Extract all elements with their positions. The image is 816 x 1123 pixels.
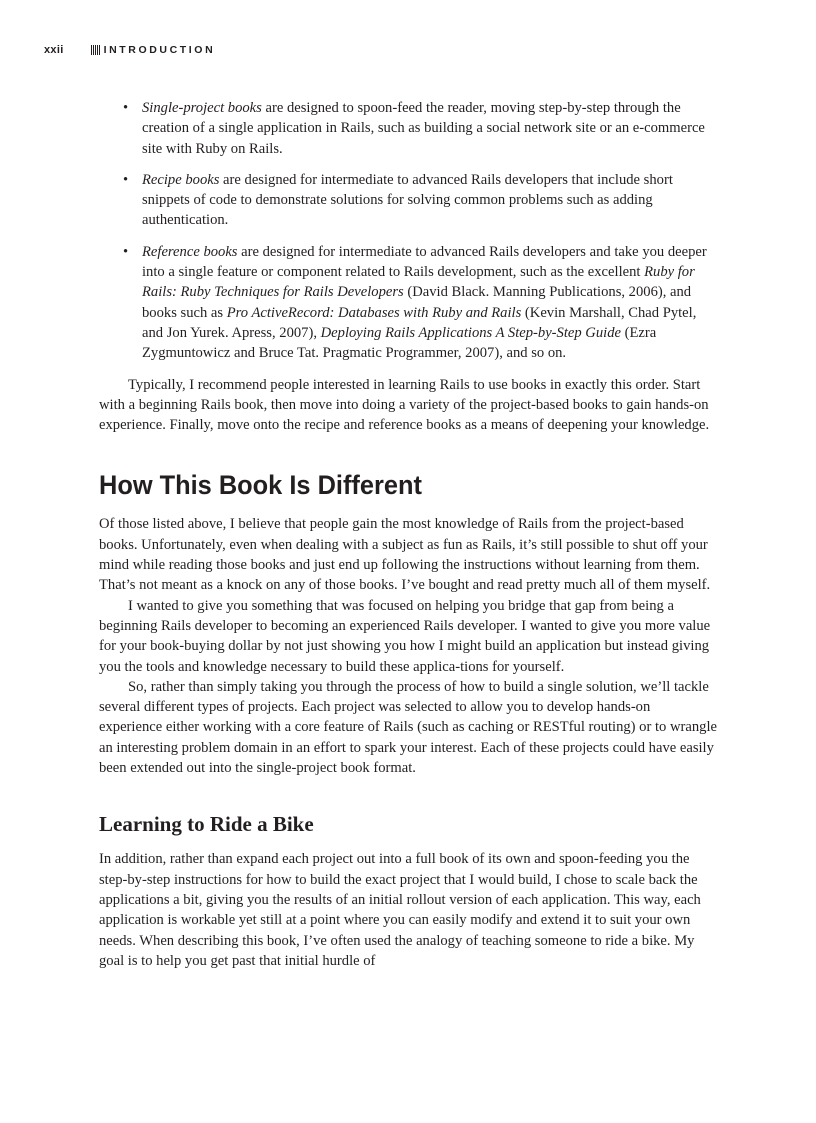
book-title: Deploying Rails Applications A Step-by-Step Guide [320,324,621,341]
list-item [99,170,717,231]
list-item [99,242,717,364]
hatch-ornament-icon [91,45,101,55]
bullet-text: (Ezra Zygmuntowicz and Bruce Tat. Pragmatic Programmer, 2007), and so on. [142,324,657,362]
paragraph: Of those listed above, I believe that people gain the most knowledge of Rails from the project-based books. Unfortunately, even when dealing with a subject as fun as Rails, it’s still possible to shut off your mind while reading those books and just end up following the instructions without learning from them. That’s not meant as a knock on any of those books. I’ve bought and read pretty much all of them myself. [99,516,711,594]
body-text [99,98,717,971]
page-number: xxii [44,44,64,56]
list-item [99,98,717,159]
section-heading: How This Book Is Different [99,470,422,501]
bullet-term: Recipe books [142,171,220,188]
bullet-text: are designed to spoon-feed the reader, moving step-by-step through the creation of a single application in Rails, such as building a social network site or an e-commerce site with Ruby on Rails. [142,100,705,157]
paragraph: In addition, rather than expand each project out into a full book of its own and spoon-feeding you the step-by-step instructions for how to build the exact project that I would build, I chose to scale back the applications a bit, giving you the results of an initial rollout version of each application. This way, each application is workable yet still at a point where you can easily modify and extend it to suit your own needs. When describing this book, I’ve often used the analogy of teaching someone to ride a bike. My goal is to help you get past that initial hurdle of [99,851,701,969]
book-title: Ruby for Rails: Ruby Techniques for Rails Developers [142,264,695,301]
running-section-title: INTRODUCTION [103,44,216,56]
subsection-heading: Learning to Ride a Bike [99,812,314,837]
paragraph: So, rather than simply taking you through the process of how to build a single solution, we’ll tackle several different types of projects. Each project was selected to allow you to develop hands-on experience either working with a core feature of Rails (such as caching or RESTful routing) or to wrangle an interesting problem domain in an effort to spark your interest. Each of these projects could have easily been extended out into the single-project book format. [99,678,717,777]
bullet-term: Reference books [142,243,238,260]
bullet-text: are designed for intermediate to advanced Rails developers and take you deeper into a single feature or component related to Rails development, such as the excellent [142,243,707,281]
bullet-term: Single-project books [142,100,262,116]
bullet-icon: • [123,100,129,116]
paragraph: Typically, I recommend people interested in learning Rails to use books in exactly this order. Start with a beginning Rails book, then move into doing a variety of the project-based books to gain hands-on experience. Finally, move onto the recipe and reference books as a means of deepening your knowledge. [99,376,710,434]
bullet-text: (Kevin Marshall, Chad Pytel, and Jon Yurek. Apress, 2007), [142,304,697,341]
bullet-text: (David Black. Manning Publications, 2006), and books such as [142,284,692,321]
bullet-text: are designed for intermediate to advanced Rails developers that include short snippets of code to demonstrate solutions for solving common problems such as adding authentication. [142,171,673,229]
book-types-list [99,98,717,364]
book-title: Pro ActiveRecord: Databases with Ruby and Rails [226,304,522,321]
running-header [44,43,215,57]
bullet-icon: • [123,243,129,260]
paragraph: I wanted to give you something that was focused on helping you bridge that gap from being a beginning Rails developer to becoming an experienced Rails developer. I wanted to give you more value for your book-buying dollar by not just showing you how I might build an application but instead giving you the tools and knowledge necessary to build these applica-tions for yourself. [99,597,711,675]
bullet-icon: • [123,171,129,188]
